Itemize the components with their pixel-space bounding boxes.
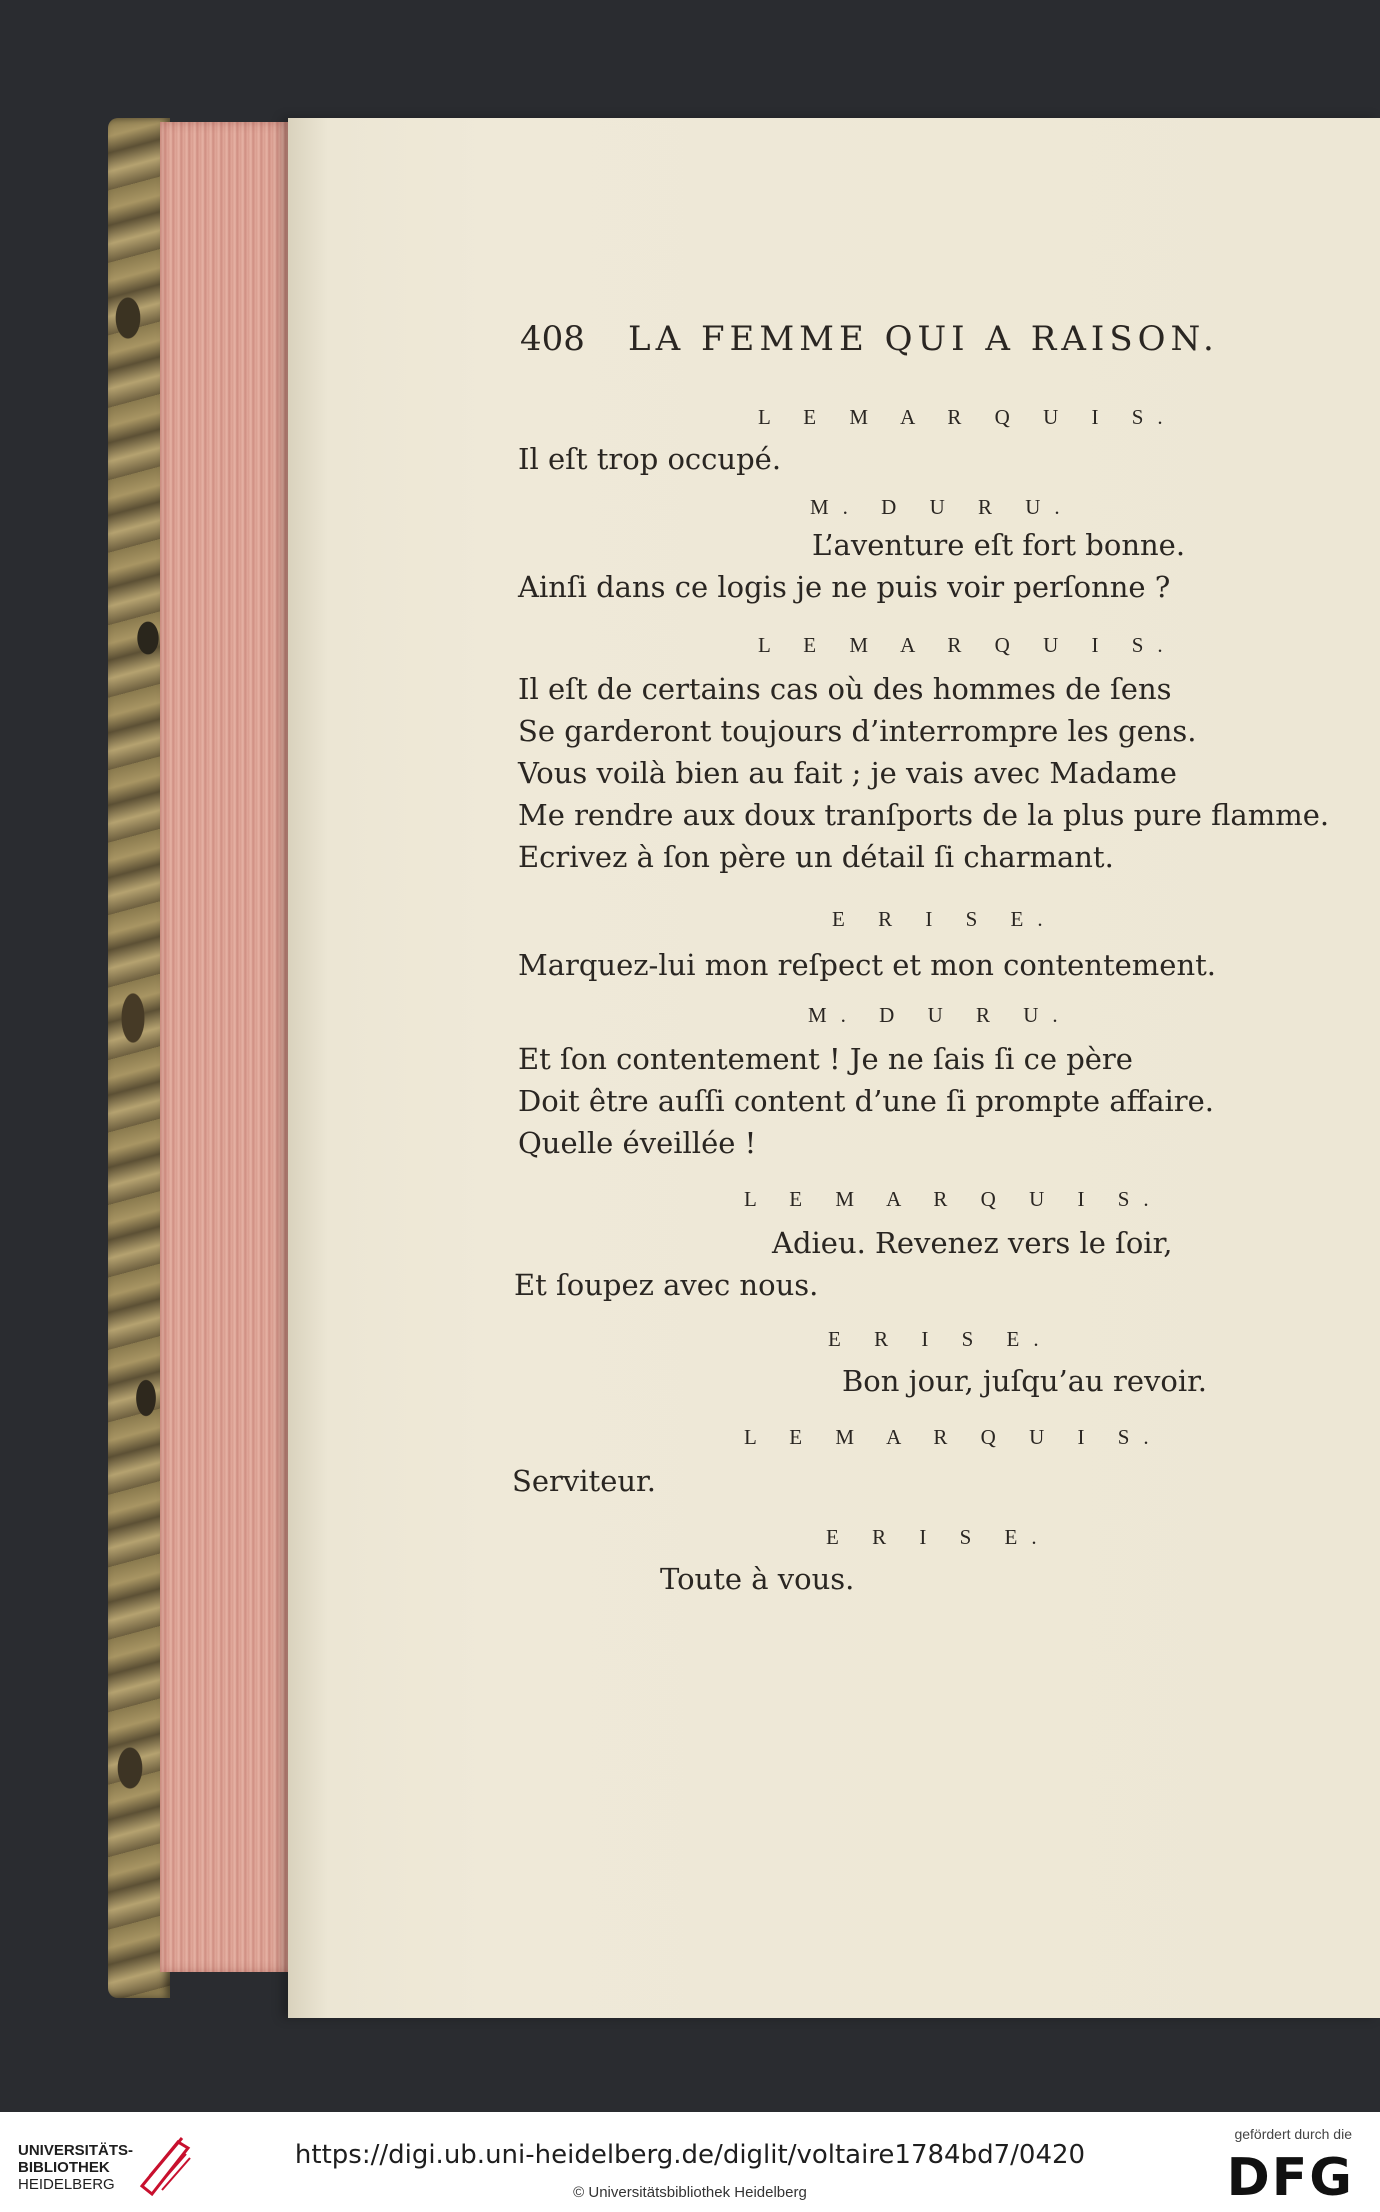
- verse-line: Marquez-lui mon reſpect et mon contentement.: [518, 948, 1217, 982]
- verse-line: Toute à vous.: [660, 1562, 855, 1596]
- verse-line: Il eſt trop occupé.: [518, 442, 782, 476]
- speaker-label: L E M A R Q U I S.: [758, 633, 1177, 657]
- verse-line: Se garderont toujours d’interrompre les gens.: [518, 714, 1197, 748]
- speaker-label: M. D U R U.: [808, 1003, 1072, 1027]
- verse-line: Et ſon contentement ! Je ne ſais ſi ce père: [518, 1042, 1133, 1076]
- page-stack-edge: [160, 122, 290, 1972]
- copyright-notice: © Universitätsbibliothek Heidelberg: [573, 2184, 807, 2201]
- speaker-label: M. D U R U.: [810, 495, 1074, 519]
- verse-line: Doit être auſſi content d’une ſi prompte affaire.: [518, 1084, 1215, 1118]
- book-page: [288, 118, 1380, 2018]
- page-url-link[interactable]: https://digi.ub.uni-heidelberg.de/diglit/voltaire1784bd7/0420: [294, 2140, 1086, 2170]
- page-number: 408: [520, 319, 585, 359]
- verse-line: L’aventure eſt fort bonne.: [812, 528, 1186, 562]
- verse-line: Quelle éveillée !: [518, 1126, 757, 1160]
- verse-line: Ecrivez à ſon père un détail ſi charmant.: [518, 840, 1114, 874]
- running-title: LA FEMME QUI A RAISON.: [628, 319, 1219, 359]
- verse-line: Bon jour, juſqu’au revoir.: [842, 1364, 1207, 1398]
- verse-line: Adieu. Revenez vers le ſoir,: [772, 1226, 1173, 1260]
- speaker-label: L E M A R Q U I S.: [744, 1425, 1163, 1449]
- viewer-footer: [0, 2112, 1380, 2212]
- dfg-logo: DFG: [1226, 2148, 1354, 2208]
- verse-line: Me rendre aux doux tranſports de la plus pure flamme.: [518, 798, 1330, 832]
- speaker-label: L E M A R Q U I S.: [758, 405, 1177, 429]
- verse-line: Et ſoupez avec nous.: [514, 1268, 819, 1302]
- verse-line: Ainſi dans ce logis je ne puis voir perſonne ?: [518, 570, 1171, 604]
- library-name-line: BIBLIOTHEK: [18, 2159, 110, 2176]
- funding-caption: gefördert durch die: [1234, 2126, 1352, 2142]
- speaker-label: E R I S E.: [832, 907, 1057, 931]
- verse-line: Il eſt de certains cas où des hommes de ſens: [518, 672, 1172, 706]
- speaker-label: L E M A R Q U I S.: [744, 1187, 1163, 1211]
- library-name-line: HEIDELBERG: [18, 2176, 115, 2193]
- verse-line: Serviteur.: [512, 1464, 656, 1498]
- verse-line: Vous voilà bien au fait ; je vais avec Madame: [518, 756, 1177, 790]
- library-name-line: UNIVERSITÄTS-: [18, 2142, 134, 2159]
- speaker-label: E R I S E.: [826, 1525, 1051, 1549]
- speaker-label: E R I S E.: [828, 1327, 1053, 1351]
